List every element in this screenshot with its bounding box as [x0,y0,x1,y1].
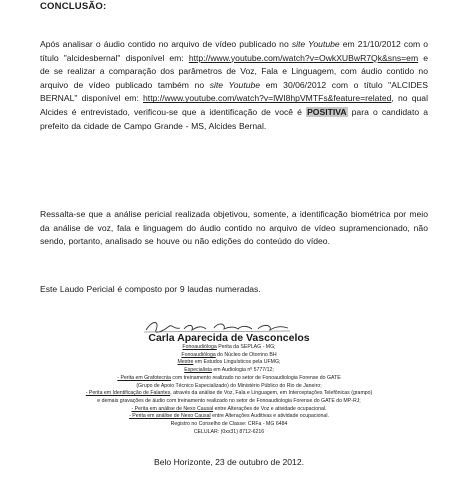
credential-text: do Núcleo de Otorrino BH [215,351,277,358]
credential-title: - Perita em Grafotecnia [117,374,171,381]
scope-paragraph: Ressalta-se que a análise pericial realizada objetivou, somente, a identificação biométrica por meio da análise de voz, fala e linguagem do áudio contido no arquivo de vídeo supramencionado, não sendo, portanto, analisado se houve ou não edições do conteúdo do vídeo. [40,209,428,247]
credential-line [20,406,438,414]
credential-text: CELULAR: (0xx31) 8712-6216 [193,428,265,435]
credential-text: Perita da SEPLAG - MG; [216,344,276,350]
credential-title: Mestre [177,359,194,366]
credential-line [20,413,438,421]
credential-text: com treinamento realizado no setor de Fonoaudiologia Forense do GATE [170,374,341,381]
credential-text: entre Alterações de Voz e atividade ocupacional. [213,405,327,412]
credential-line [20,390,438,398]
credential-text: em Audiologia nº 5777/12; [211,367,274,374]
text-run: Após analisar o áudio contido no arquivo de vídeo publicado no [40,39,292,49]
credential-line [20,383,438,391]
credential-line [20,421,438,429]
credential-title: Fonoaudióloga [182,344,217,350]
signature-block [0,308,458,435]
conclusion-paragraph [40,38,428,133]
text-run: para o candidato a prefeito da cidade de Campo Grande - MS, Alcides Bernal. [40,106,428,131]
credential-text: entre Alterações Auditivas e atividade ocupacional. [210,413,329,420]
credential-line [20,367,438,375]
credential-text: (Grupo de Apoio Técnico Especializado) do Ministério Público do Rio de Janeiro; [136,382,322,389]
youtube-link-1[interactable]: http://www.youtube.com/watch?v=OwkXUBwR7Qk&sns=em [188,52,419,63]
credential-line [20,352,438,360]
credential-text: e demais gravações de áudio com treinamento realizado no setor de Fonoaudiologia Forense do GATE do MP-RJ; [97,397,361,404]
text-run: em 30/06/2012 com o título "ALCIDES BERNAL" disponível em: [40,79,429,104]
credential-line [20,429,438,437]
credential-title: - Perita em análise de Nexo Causal [129,413,211,420]
credential-line [20,398,438,406]
site-name: site Youtube [209,79,261,90]
text-run: e de se realizar a comparação dos parâmetros de Voz, Fala e Linguagem, com áudio contido no arquivo de vídeo publicado também no [40,52,428,90]
youtube-link-2[interactable]: http://www.youtube.com/watch?v=lWI8hpVMTFs&feature=related [143,93,392,104]
credential-line [20,359,438,367]
credential-line [20,375,438,383]
credential-text: Registro no Conselho de Classe: CRFa - MG 6484 [170,421,288,427]
text-run: , no qual Alcides é entrevistado, verificou-se que a identificação de você é [40,93,428,117]
credential-line [20,344,438,352]
section-heading: CONCLUSÃO: [40,1,107,12]
signer-name: Carla Aparecida de Vasconcelos [148,332,310,344]
positive-highlight: POSITIVA [307,106,347,117]
credential-text: em Estudos Linguísticos pela UFMG; [193,359,281,366]
credential-title: Fonoaudióloga [181,351,216,358]
site-name: site Youtube [291,39,340,49]
text-run: em 21/10/2012 com o título "alcidesbernal" disponível em: [40,39,428,63]
credential-title: - Perita em análise de Nexo Causal [131,405,214,412]
credential-text: , através da análise de Voz, Fala e Linguagem, em Interceptações Telefônicas (grampo) [170,390,373,397]
credential-title: - Perita em Identificação de Falantes [85,390,171,397]
credential-title: Especialista [184,367,212,374]
page-count-paragraph: Este Laudo Pericial é composto por 9 laudas numeradas. [40,284,261,294]
place-date: Belo Horizonte, 23 de outubro de 2012. [153,457,305,467]
